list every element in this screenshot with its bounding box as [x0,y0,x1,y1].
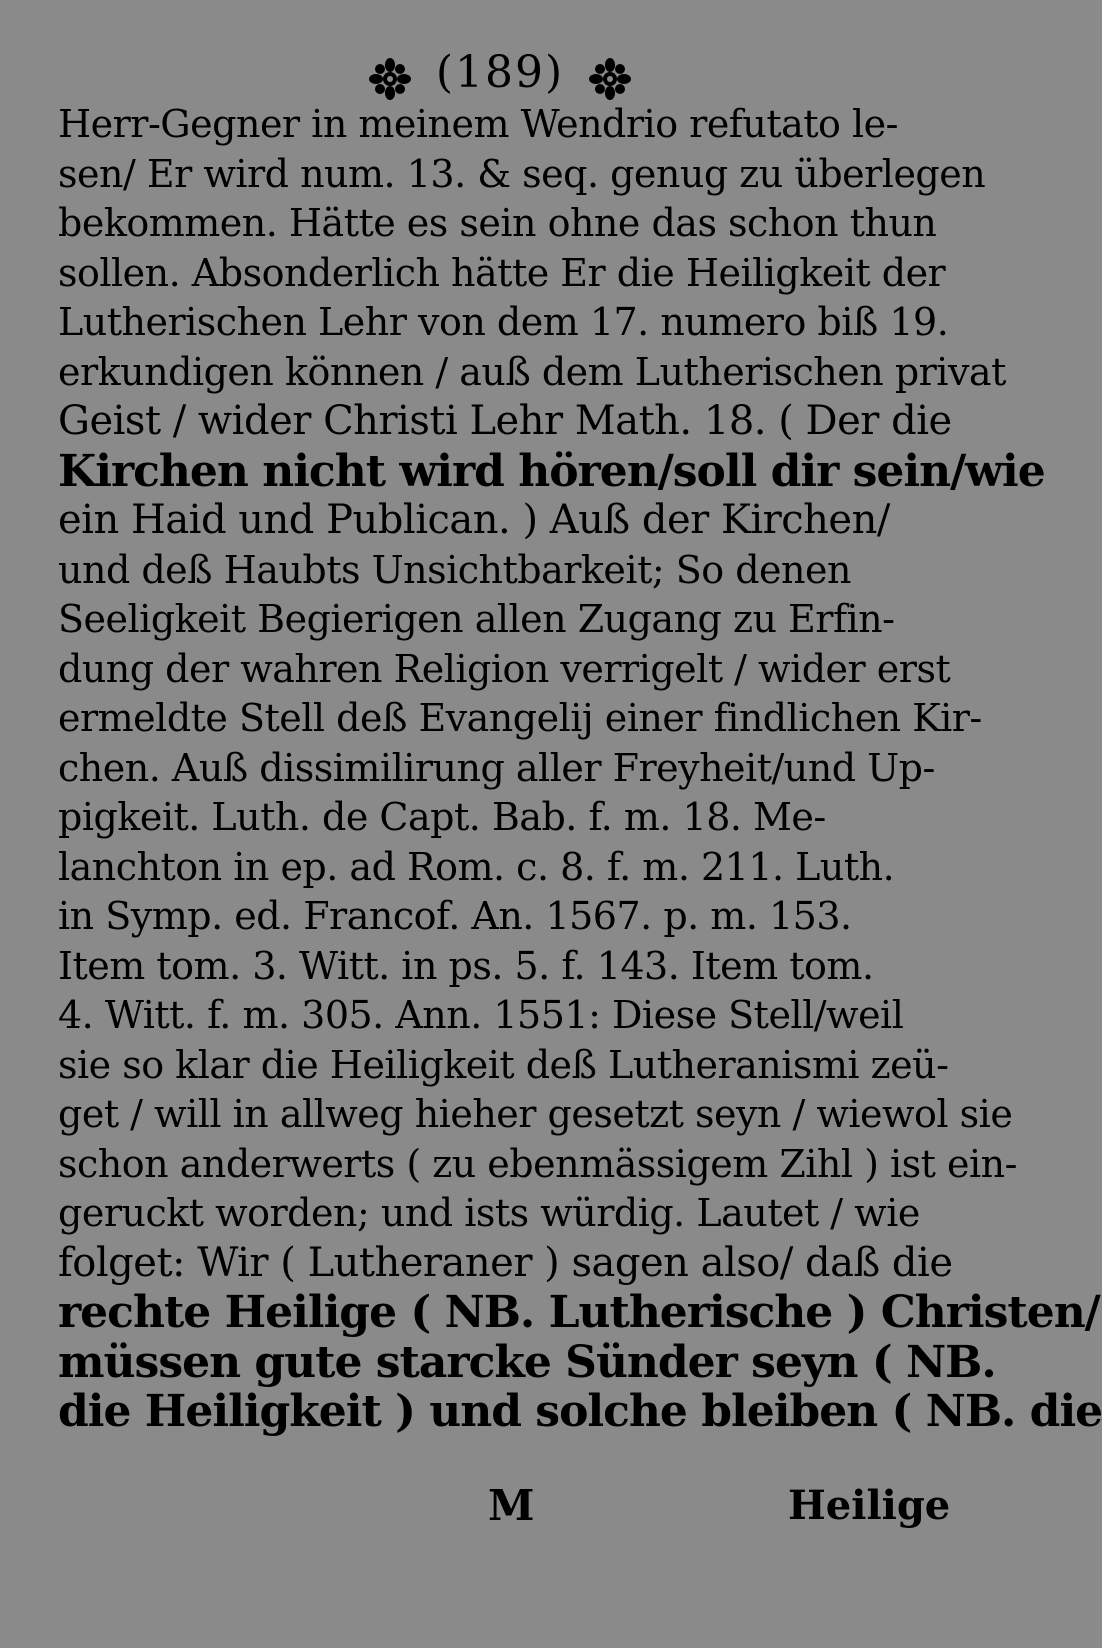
text-line: bekommen. Hätte es sein ohne das schon thun [58,201,937,245]
signature-mark: M [488,1481,535,1530]
text-line: dung der wahren Religion verrigelt / wider erst [58,646,951,691]
floral-ornament-icon-left [370,53,410,93]
text-line: schon anderwerts ( zu ebenmässigem Zihl ) ist ein- [58,1141,1017,1186]
text-line: in Symp. ed. Francof. An. 1567. p. m. 153. [58,894,852,938]
text-line: lanchton in ep. ad Rom. c. 8. f. m. 211. Luth. [58,844,895,889]
text-line: Lutherischen Lehr von dem 17. numero biß 19. [58,300,949,344]
text-line: erkundigen können / auß dem Lutherischen privat [58,349,1006,394]
page-body-text [58,100,1102,1437]
text-line: get / will in allweg hieher gesetzt seyn / wiewol sie [58,1092,1013,1136]
page-number: (189) [435,46,565,98]
text-line: Seeligkeit Begierigen allen Zugang zu Erfin- [58,597,895,641]
text-line: und deß Haubts Unsichtbarkeit; So denen [58,547,851,592]
page-header [0,38,1000,102]
text-line: chen. Auß dissimilirung aller Freyheit/und Up- [58,745,935,790]
text-line: Item tom. 3. Witt. in ps. 5. f. 143. Item tom. [58,943,874,988]
catchword: Heilige [788,1482,951,1529]
text-line: sen/ Er wird num. 13. & seq. genug zu überlegen [58,151,986,196]
text-line: Herr-Gegner in meinem Wendrio refutato le- [58,102,898,146]
text-line: sie so klar die Heiligkeit deß Lutheranismi zeü- [58,1042,949,1087]
text-line: ermeldte Stell deß Evangelij einer findlichen Kir- [58,696,982,740]
text-line: folget: Wir ( Lutheraner ) sagen also/ daß die [58,1239,953,1286]
text-line: 4. Witt. f. m. 305. Ann. 1551: Diese Stell/weil [58,993,904,1037]
text-line: Kirchen nicht wird hören/soll dir sein/wie [58,445,1045,497]
page-footer [0,1476,1000,1536]
text-line: pigkeit. Luth. de Capt. Bab. f. m. 18. Me- [58,795,826,839]
floral-ornament-icon-right [590,53,630,93]
text-line: Geist / wider Christi Lehr Math. 18. ( Der die [58,398,952,444]
text-line: müssen gute starcke Sünder seyn ( NB. [58,1336,996,1388]
text-line: die Heiligkeit ) und solche bleiben ( NB. die [58,1386,1102,1437]
text-line: rechte Heilige ( NB. Lutherische ) Christen/ [58,1287,1100,1338]
text-line: geruckt worden; und ists würdig. Lautet / wie [58,1191,920,1235]
text-line: ein Haid und Publican. ) Auß der Kirchen/ [58,497,890,543]
text-line: sollen. Absonderlich hätte Er die Heiligkeit der [58,250,946,295]
